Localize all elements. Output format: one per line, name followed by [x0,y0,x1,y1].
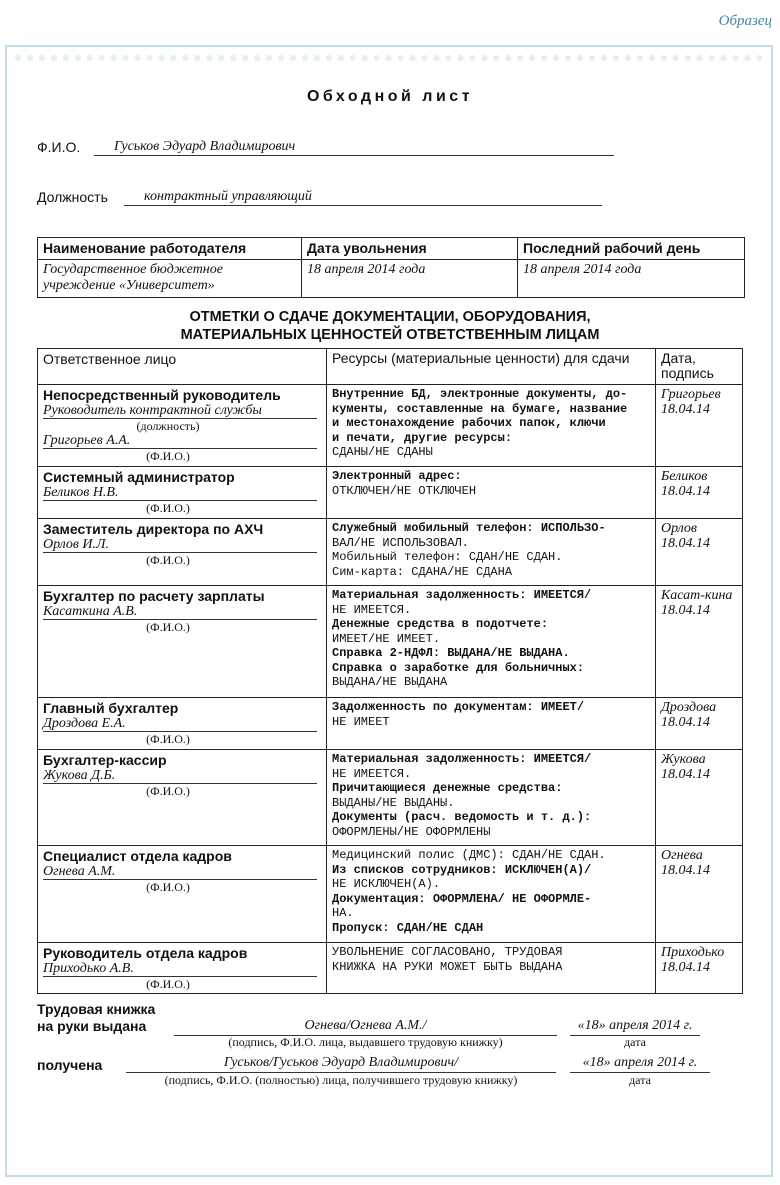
date-sign-cell [656,698,743,750]
responsible-cell [38,519,327,586]
person-name: Григорьев А.А. [43,433,317,449]
resource-line: Электронный адрес: [332,469,462,483]
resources-cell [327,519,656,586]
resource-line: Служебный мобильный телефон: ИСПОЛЬЗО- [332,521,606,535]
resource-line: ВЫДАНА/НЕ ВЫДАНА [332,675,448,689]
fio-value: Гуськов Эдуард Владимирович [94,139,614,156]
signature: Григорьев [661,387,721,402]
person-name: Касаткина А.В. [43,604,317,620]
resources-cell [327,750,656,846]
resource-line: Документация: ОФОРМЛЕНА/ НЕ ОФОРМЛЕ- [332,891,592,906]
issued-signature-caption: (подпись, Ф.И.О. лица, выдавшего трудовую книжку) [228,1035,503,1049]
date-sign-cell [656,467,743,519]
role-title: Заместитель директора по АХЧ [43,521,264,537]
role-title: Руководитель отдела кадров [43,945,248,961]
table-row [38,519,743,586]
resource-line: НЕ ИМЕЕТСЯ. [332,602,412,617]
responsible-cell [38,698,327,750]
signature: Касат-кина [661,588,733,603]
date-sign-cell [656,750,743,846]
person-name: Жукова Д.Б. [43,768,317,784]
issued-label-line2: на руки выдана [37,1018,147,1034]
role-position: Руководитель контрактной службы [43,403,317,419]
employer-header: Наименование работодателя [38,238,302,260]
resource-line: Документы (расч. ведомость и т. д.): [332,810,592,824]
person-name: Дроздова Е.А. [43,716,317,732]
position-value: контрактный управляющий [124,189,602,206]
person-name: Орлов И.Л. [43,537,317,553]
issued-date: «18» апреля 2014 г. [570,1018,700,1036]
signature: Приходько [661,945,725,960]
signature: Дроздова [661,700,717,715]
resource-line: ОТКЛЮЧЕН/НЕ ОТКЛЮЧЕН [332,483,477,498]
signature: Жукова [661,752,706,767]
employer-value: Государственное бюджетное учреждение «Университет» [38,260,302,298]
resource-line: ОФОРМЛЕНЫ/НЕ ОФОРМЛЕНЫ [332,824,491,839]
sign-date: 18.04.14 [661,536,710,551]
resource-line: и местонахождение рабочих папок, ключи [332,416,606,430]
issued-date-caption: дата [624,1035,646,1049]
received-signature: Гуськов/Гуськов Эдуард Владимирович/ [126,1055,556,1073]
role-title: Специалист отдела кадров [43,848,232,864]
responsible-header: Ответственное лицо [38,349,327,385]
name-caption: (Ф.И.О.) [146,880,190,894]
role-title: Системный администратор [43,469,235,485]
section-title: ОТМЕТКИ О СДАЧЕ ДОКУМЕНТАЦИИ, ОБОРУДОВАНИЯ, МАТЕРИАЛЬНЫХ ЦЕННОСТЕЙ ОТВЕТСТВЕННЫМ ЛИЦАМ [180,309,600,343]
received-label: получена [37,1057,103,1073]
role-title: Бухгалтер по расчету зарплаты [43,588,265,604]
date-sign-cell [656,586,743,698]
fio-label: Ф.И.О. [37,139,81,155]
dismissal-date-header: Дата увольнения [302,238,518,260]
sample-label: Образец [718,13,772,29]
role-title: Главный бухгалтер [43,700,179,716]
clearance-table [37,348,743,994]
name-caption: (Ф.И.О.) [146,501,190,515]
responsible-cell [38,750,327,846]
resources-header: Ресурсы (материальные ценности) для сдачи [327,349,656,385]
name-caption: (Ф.И.О.) [146,784,190,798]
received-date-caption: дата [629,1073,651,1087]
sign-date: 18.04.14 [661,603,710,618]
resource-line: Из списков сотрудников: ИСКЛЮЧЕН(А)/ [332,862,592,877]
sign-date: 18.04.14 [661,767,710,782]
sign-date: 18.04.14 [661,863,710,878]
table-row [38,846,743,943]
page-title: Обходной лист [306,88,474,105]
position-label: Должность [37,189,108,205]
signature: Орлов [661,521,697,536]
resources-cell [327,467,656,519]
name-caption: (Ф.И.О.) [146,449,190,463]
resources-cell [327,846,656,943]
person-name: Огнева А.М. [43,864,317,880]
sign-date: 18.04.14 [661,960,710,975]
resource-line: кументы, составленные на бумаге, название [332,401,628,416]
resource-line: Материальная задолженность: ИМЕЕТСЯ/ [332,588,592,602]
table-row [38,750,743,846]
resource-line: ВЫДАНЫ/НЕ ВЫДАНЫ. [332,795,455,810]
resource-line: Причитающиеся денежные средства: [332,781,563,795]
role-title: Бухгалтер-кассир [43,752,167,768]
name-caption: (Ф.И.О.) [146,553,190,567]
responsible-cell [38,467,327,519]
table-row [38,943,743,994]
decorative-dots [15,55,763,69]
position-caption: (должность) [136,419,200,433]
last-day-header: Последний рабочий день [518,238,745,260]
name-caption: (Ф.И.О.) [146,620,190,634]
date-sign-cell [656,385,743,467]
date-sign-header: Дата, подпись [656,349,743,385]
resource-line: Материальная задолженность: ИМЕЕТСЯ/ [332,752,592,766]
role-title: Непосредственный руководитель [43,387,281,403]
resource-line: НЕ ИМЕЕТ [332,714,390,729]
resources-cell [327,586,656,698]
resource-line: Денежные средства в подотчете: [332,617,549,631]
resource-line: ИМЕЕТ/НЕ ИМЕЕТ. [332,631,441,646]
resource-line: КНИЖКА НА РУКИ МОЖЕТ БЫТЬ ВЫДАНА [332,959,563,974]
issued-label [37,1001,155,1035]
date-sign-cell [656,846,743,943]
sign-date: 18.04.14 [661,484,710,499]
table-row [38,385,743,467]
resource-line: Внутренние БД, электронные документы, до- [332,387,628,401]
resource-line: ВАЛ/НЕ ИСПОЛЬЗОВАЛ. [332,535,469,550]
resource-line: Справка 2-НДФЛ: ВЫДАНА/НЕ ВЫДАНА. [332,646,570,660]
sign-date: 18.04.14 [661,715,710,730]
responsible-cell [38,943,327,994]
received-signature-caption: (подпись, Ф.И.О. (полностью) лица, получившего трудовую книжку) [164,1073,518,1087]
resource-line: и печати, другие ресурсы: [332,430,513,445]
resource-line: НЕ ИСКЛЮЧЕН(А). [332,877,441,891]
responsible-cell [38,385,327,467]
responsible-cell [38,846,327,943]
last-day-value: 18 апреля 2014 года [518,260,745,298]
employer-table [37,237,745,298]
resource-line: УВОЛЬНЕНИЕ СОГЛАСОВАНО, ТРУДОВАЯ [332,945,563,959]
resource-line: НЕ ИМЕЕТСЯ. [332,766,412,781]
dismissal-date-value: 18 апреля 2014 года [302,260,518,298]
resource-line: Сим-карта: СДАНА/НЕ СДАНА [332,564,513,579]
resource-line: СДАНЫ/НЕ СДАНЫ [332,445,433,459]
resource-line: Мобильный телефон: СДАН/НЕ СДАН. [332,550,563,564]
table-row [38,586,743,698]
issued-signature: Огнева/Огнева А.М./ [174,1018,557,1036]
date-sign-cell [656,943,743,994]
resource-line: Задолженность по документам: ИМЕЕТ/ [332,700,585,714]
resources-cell [327,698,656,750]
responsible-cell [38,586,327,698]
resource-line: Медицинский полис (ДМС): СДАН/НЕ СДАН. [332,848,606,862]
name-caption: (Ф.И.О.) [146,732,190,746]
resource-line: Справка о заработке для больничных: [332,660,585,675]
table-row [38,467,743,519]
received-date: «18» апреля 2014 г. [570,1055,710,1073]
table-row [38,698,743,750]
person-name: Приходько А.В. [43,961,317,977]
sign-date: 18.04.14 [661,402,710,417]
resources-cell [327,385,656,467]
resource-line: НА. [332,906,354,920]
name-caption: (Ф.И.О.) [146,977,190,991]
signature: Огнева [661,848,703,863]
resources-cell [327,943,656,994]
issued-label-line1: Трудовая книжка [37,1001,156,1017]
signature: Беликов [661,469,708,484]
person-name: Беликов Н.В. [43,485,317,501]
resource-line: Пропуск: СДАН/НЕ СДАН [332,920,484,935]
date-sign-cell [656,519,743,586]
